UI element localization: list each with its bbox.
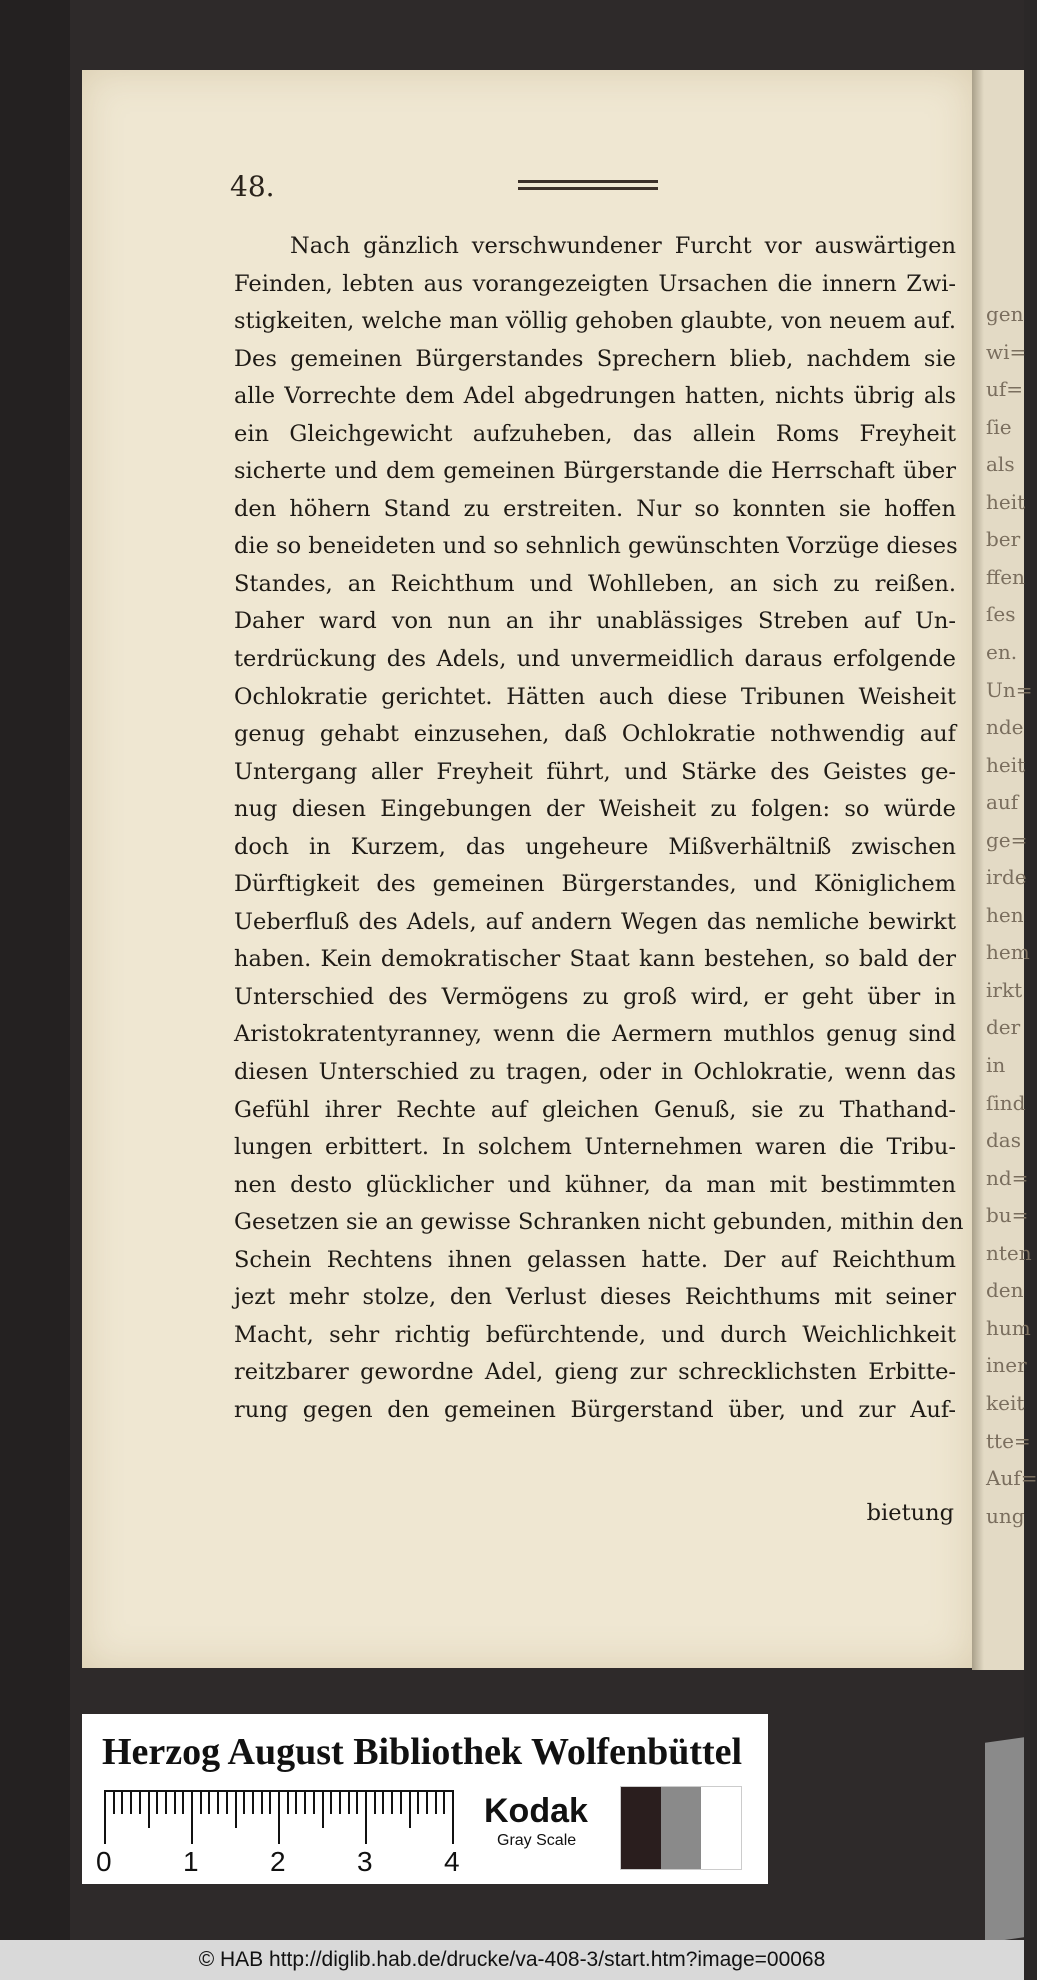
ruler-tick xyxy=(217,1790,219,1814)
text-line: diesen Unterschied zu tragen, oder in Ochlokratie, wenn das xyxy=(234,1059,956,1086)
next-page-fragment: nde xyxy=(986,715,1024,740)
text-line: jezt mehr stolze, den Verlust dieses Reichthums mit seiner xyxy=(234,1284,956,1311)
ruler-tick xyxy=(182,1790,184,1814)
ruler-label: 3 xyxy=(357,1846,373,1877)
text-line: Feinden, lebten aus vorangezeigten Ursachen die innern Zwi- xyxy=(234,270,956,297)
next-page-fragment: hum xyxy=(986,1315,1031,1340)
next-page-fragment: bu= xyxy=(986,1203,1029,1228)
next-page-fragment: ſind xyxy=(986,1090,1026,1115)
next-page-fragment: das xyxy=(986,1128,1021,1153)
next-page-fragment: ſes xyxy=(986,602,1016,627)
next-page-fragment: der xyxy=(986,1015,1021,1040)
ruler-tick xyxy=(269,1790,271,1814)
text-line: Aristokratentyranney, wenn die Aermern muthlos genug sind xyxy=(234,1021,956,1048)
text-line: rung gegen den gemeinen Bürgerstand über, und zur Auf- xyxy=(234,1396,956,1423)
body-text xyxy=(234,228,964,1430)
next-page-fragment: iner xyxy=(986,1353,1027,1378)
ruler-tick xyxy=(278,1790,280,1844)
ruler-label: 1 xyxy=(183,1846,199,1877)
text-line: den höhern Stand zu erstreiten. Nur so konnten sie hoffen xyxy=(234,495,956,522)
next-page-fragment: uf= xyxy=(986,377,1024,402)
text-line: alle Vorrechte dem Adel abgedrungen hatten, nichts übrig als xyxy=(234,383,956,410)
ruler-tick xyxy=(243,1790,245,1814)
gray-scale-patches xyxy=(620,1786,742,1870)
ruler-tick xyxy=(148,1790,150,1828)
ruler-tick xyxy=(391,1790,393,1814)
text-line: haben. Kein demokratischer Staat kann bestehen, so bald der xyxy=(234,946,956,973)
gray-scale-label: Gray Scale xyxy=(497,1832,577,1849)
ruler-tick xyxy=(435,1790,437,1814)
gray-patch xyxy=(701,1787,741,1869)
gray-patch xyxy=(661,1787,701,1869)
text-line: sicherte und dem gemeinen Bürgerstande die Herrschaft über xyxy=(234,458,956,485)
next-page-fragment: hem xyxy=(986,940,1030,965)
library-name: Herzog August Bibliothek Wolfenbüttel xyxy=(102,1731,743,1773)
next-page-fragment: Un= xyxy=(986,677,1033,702)
text-line: Unterschied des Vermögens zu groß wird, er geht über in xyxy=(234,983,956,1010)
text-line: genug gehabt einzusehen, daß Ochlokratie nothwendig auf xyxy=(234,721,956,748)
next-page-fragment: irde xyxy=(986,865,1027,890)
ruler-tick xyxy=(417,1790,419,1814)
ruler-tick xyxy=(113,1790,115,1814)
ruler-tick xyxy=(174,1790,176,1814)
text-line: Schein Rechtens ihnen gelassen hatte. Der auf Reichthum xyxy=(234,1246,956,1273)
text-line: reitzbarer gewordne Adel, gieng zur schrecklichsten Erbitte- xyxy=(234,1359,956,1386)
next-page-fragment: ber xyxy=(986,527,1021,552)
next-page-fragment: Auf= xyxy=(986,1466,1037,1491)
ruler-tick xyxy=(252,1790,254,1814)
ruler-tick xyxy=(130,1790,132,1814)
ruler-tick xyxy=(139,1790,141,1814)
text-line: Nach gänzlich verschwundener Furcht vor auswärtigen xyxy=(290,233,956,259)
copyright-url: © HAB http://diglib.hab.de/drucke/va-408-3/start.htm?image=00068 xyxy=(198,1948,826,1971)
text-line: Standes, an Reichthum und Wohlleben, an sich zu reißen. xyxy=(234,570,956,597)
text-line: Macht, sehr richtig befürchtende, und durch Weichlichkeit xyxy=(234,1321,956,1348)
color-target-card xyxy=(82,1714,768,1884)
text-line: doch in Kurzem, das ungeheure Mißverhältniß zwischen xyxy=(234,833,956,860)
footer-bar xyxy=(0,1940,1024,1980)
next-page-edge xyxy=(972,70,1037,1670)
ruler-tick xyxy=(121,1790,123,1814)
book-spine-edge xyxy=(0,0,70,1940)
header-rule xyxy=(518,180,658,190)
text-line: Des gemeinen Bürgerstandes Sprechern blieb, nachdem sie xyxy=(234,345,956,372)
next-page-fragment: nten xyxy=(986,1240,1032,1265)
page-number: 48. xyxy=(230,170,275,203)
text-line: stigkeiten, welche man völlig gehoben glaubte, von neuem auf. xyxy=(234,308,956,335)
text-line: Daher ward von nun an ihr unablässiges Streben auf Un- xyxy=(234,608,956,635)
ruler-tick xyxy=(313,1790,315,1814)
next-page-fragment: heit xyxy=(986,489,1026,514)
ruler-tick xyxy=(339,1790,341,1814)
ruler-tick xyxy=(409,1790,411,1828)
next-page-fragment: auf xyxy=(986,790,1019,815)
color-card-edge xyxy=(985,1737,1024,1942)
ruler-tick xyxy=(226,1790,228,1814)
ruler-tick xyxy=(452,1790,454,1844)
next-page-fragment: den xyxy=(986,1278,1024,1303)
text-line: nen desto glücklicher und kühner, da man mit bestimmten xyxy=(234,1171,956,1198)
next-page-fragment: en. xyxy=(986,639,1018,664)
next-page-fragment: nd= xyxy=(986,1165,1029,1190)
ruler-label: 2 xyxy=(270,1846,286,1877)
ruler-tick xyxy=(104,1790,106,1844)
text-line: Ochlokratie gerichtet. Hätten auch diese Tribunen Weisheit xyxy=(234,683,956,710)
next-page-fragment: ſie xyxy=(986,414,1012,439)
ruler-tick xyxy=(208,1790,210,1814)
next-page-fragment: gen xyxy=(986,302,1024,326)
text-line: die so beneideten und so sehnlich gewünschten Vorzüge dieses xyxy=(234,533,958,560)
ruler-tick xyxy=(443,1790,445,1814)
text-line: ein Gleichgewicht aufzuheben, das allein Roms Freyheit xyxy=(234,420,956,447)
ruler-tick xyxy=(356,1790,358,1814)
ruler-tick xyxy=(400,1790,402,1814)
ruler-tick xyxy=(295,1790,297,1814)
text-line: Gesetzen sie an gewisse Schranken nicht gebunden, mithin den xyxy=(234,1209,964,1236)
text-line: lungen erbittert. In solchem Unternehmen waren die Tribu- xyxy=(234,1134,956,1161)
ruler-tick xyxy=(382,1790,384,1814)
next-page-fragment: irkt xyxy=(986,977,1023,1002)
text-line: Untergang aller Freyheit führt, und Stärke des Geistes ge- xyxy=(234,758,956,785)
next-page-fragment: hen xyxy=(986,902,1024,927)
ruler-label: 0 xyxy=(96,1846,112,1877)
next-page-fragment: ung xyxy=(986,1503,1025,1528)
text-line: Gefühl ihrer Rechte auf gleichen Genuß, sie zu Thathand- xyxy=(234,1096,956,1123)
next-page-fragment: in xyxy=(986,1053,1006,1077)
ruler-tick xyxy=(322,1790,324,1828)
next-page-fragment: heit xyxy=(986,752,1026,777)
next-page-fragment: tte= xyxy=(986,1428,1031,1453)
next-page-fragment: ffen xyxy=(986,564,1025,589)
ruler xyxy=(104,1790,454,1844)
text-line: Ueberfluß des Adels, auf andern Wegen das nemliche bewirkt xyxy=(234,908,956,935)
ruler-tick xyxy=(200,1790,202,1814)
text-line: Dürftigkeit des gemeinen Bürgerstandes, und Königlichem xyxy=(234,871,956,898)
catchword: bietung xyxy=(866,1500,954,1526)
text-line: nug diesen Eingebungen der Weisheit zu folgen: so würde xyxy=(234,796,956,823)
page-fold-shadow xyxy=(972,70,984,1670)
ruler-tick xyxy=(330,1790,332,1814)
ruler-tick xyxy=(165,1790,167,1814)
text-line: terdrückung des Adels, und unvermeidlich daraus erfolgende xyxy=(234,646,956,673)
ruler-tick xyxy=(374,1790,376,1814)
ruler-tick xyxy=(191,1790,193,1844)
next-page-fragment: ge= xyxy=(986,827,1028,852)
kodak-logo: Kodak xyxy=(484,1792,588,1830)
ruler-tick xyxy=(287,1790,289,1814)
ruler-tick xyxy=(348,1790,350,1814)
next-page-fragment: keit xyxy=(986,1390,1025,1415)
ruler-tick xyxy=(365,1790,367,1844)
ruler-tick xyxy=(426,1790,428,1814)
ruler-tick xyxy=(156,1790,158,1814)
next-page-fragment: wi= xyxy=(986,339,1027,364)
gray-patch xyxy=(621,1787,661,1869)
ruler-tick xyxy=(235,1790,237,1828)
ruler-label: 4 xyxy=(444,1846,460,1877)
ruler-tick xyxy=(304,1790,306,1814)
next-page-fragment: als xyxy=(986,452,1015,477)
ruler-tick xyxy=(261,1790,263,1814)
